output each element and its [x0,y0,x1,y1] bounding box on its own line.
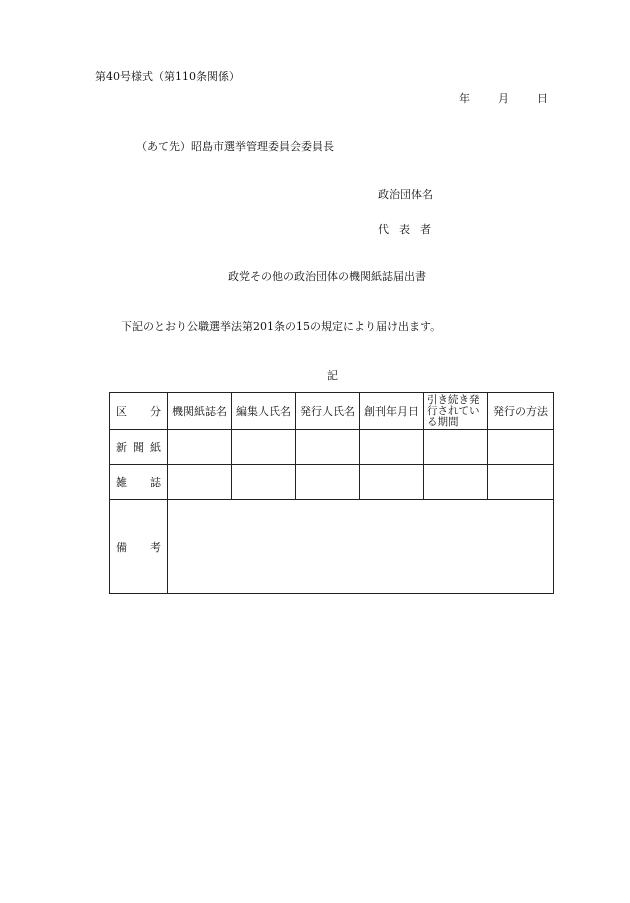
addressee: （あて先）昭島市選挙管理委員会委員長 [136,140,334,153]
column-header: 発行人氏名 [296,393,360,430]
column-header: 引き続き発行されている期間 [424,393,488,430]
table-cell[interactable] [296,430,360,465]
row-label [110,430,168,465]
table-cell[interactable] [168,465,232,500]
date-year-label: 年 [459,92,470,105]
table-cell[interactable] [424,430,488,465]
remarks-row [110,500,554,594]
row-label [110,465,168,500]
column-header: 機関紙誌名 [168,393,232,430]
date-month-label: 月 [498,92,509,105]
table-cell[interactable] [168,430,232,465]
table-cell[interactable] [488,465,554,500]
column-header: 創刊年月日 [360,393,424,430]
table-cell[interactable] [232,465,296,500]
table-cell[interactable] [360,430,424,465]
row-label-char: 新 [116,441,127,454]
ki-heading: 記 [327,369,338,382]
org-name-label: 政治団体名 [378,188,433,201]
table-header-row [110,393,554,430]
remarks-label-char: 考 [150,540,161,554]
remarks-cell[interactable] [168,500,554,594]
remarks-label [110,500,168,594]
table-row [110,465,554,500]
representative-label: 代表者 [378,223,441,236]
table-cell[interactable] [296,465,360,500]
date-day-label: 日 [537,92,548,105]
row-label-char: 聞 [133,441,144,454]
category-header-char: 区 [116,405,127,418]
table-cell[interactable] [424,465,488,500]
date-line [459,90,548,106]
column-header: 編集人氏名 [232,393,296,430]
remarks-label-char: 備 [116,540,127,554]
category-header-char: 分 [150,405,161,418]
table-cell[interactable] [488,430,554,465]
row-label-char: 雑 [116,476,127,489]
report-table [109,392,554,594]
table-cell[interactable] [232,430,296,465]
row-label-char: 紙 [150,441,161,454]
form-number: 第40号様式（第110条関係） [95,70,240,83]
table-row [110,430,554,465]
table-cell[interactable] [360,465,424,500]
body-text: 下記のとおり公職選挙法第201条の15の規定により届け出ます。 [121,320,442,333]
category-header [110,393,168,430]
column-header: 発行の方法 [488,393,554,430]
row-label-char: 誌 [150,476,161,489]
document-title: 政党その他の政治団体の機関紙誌届出書 [228,270,426,283]
